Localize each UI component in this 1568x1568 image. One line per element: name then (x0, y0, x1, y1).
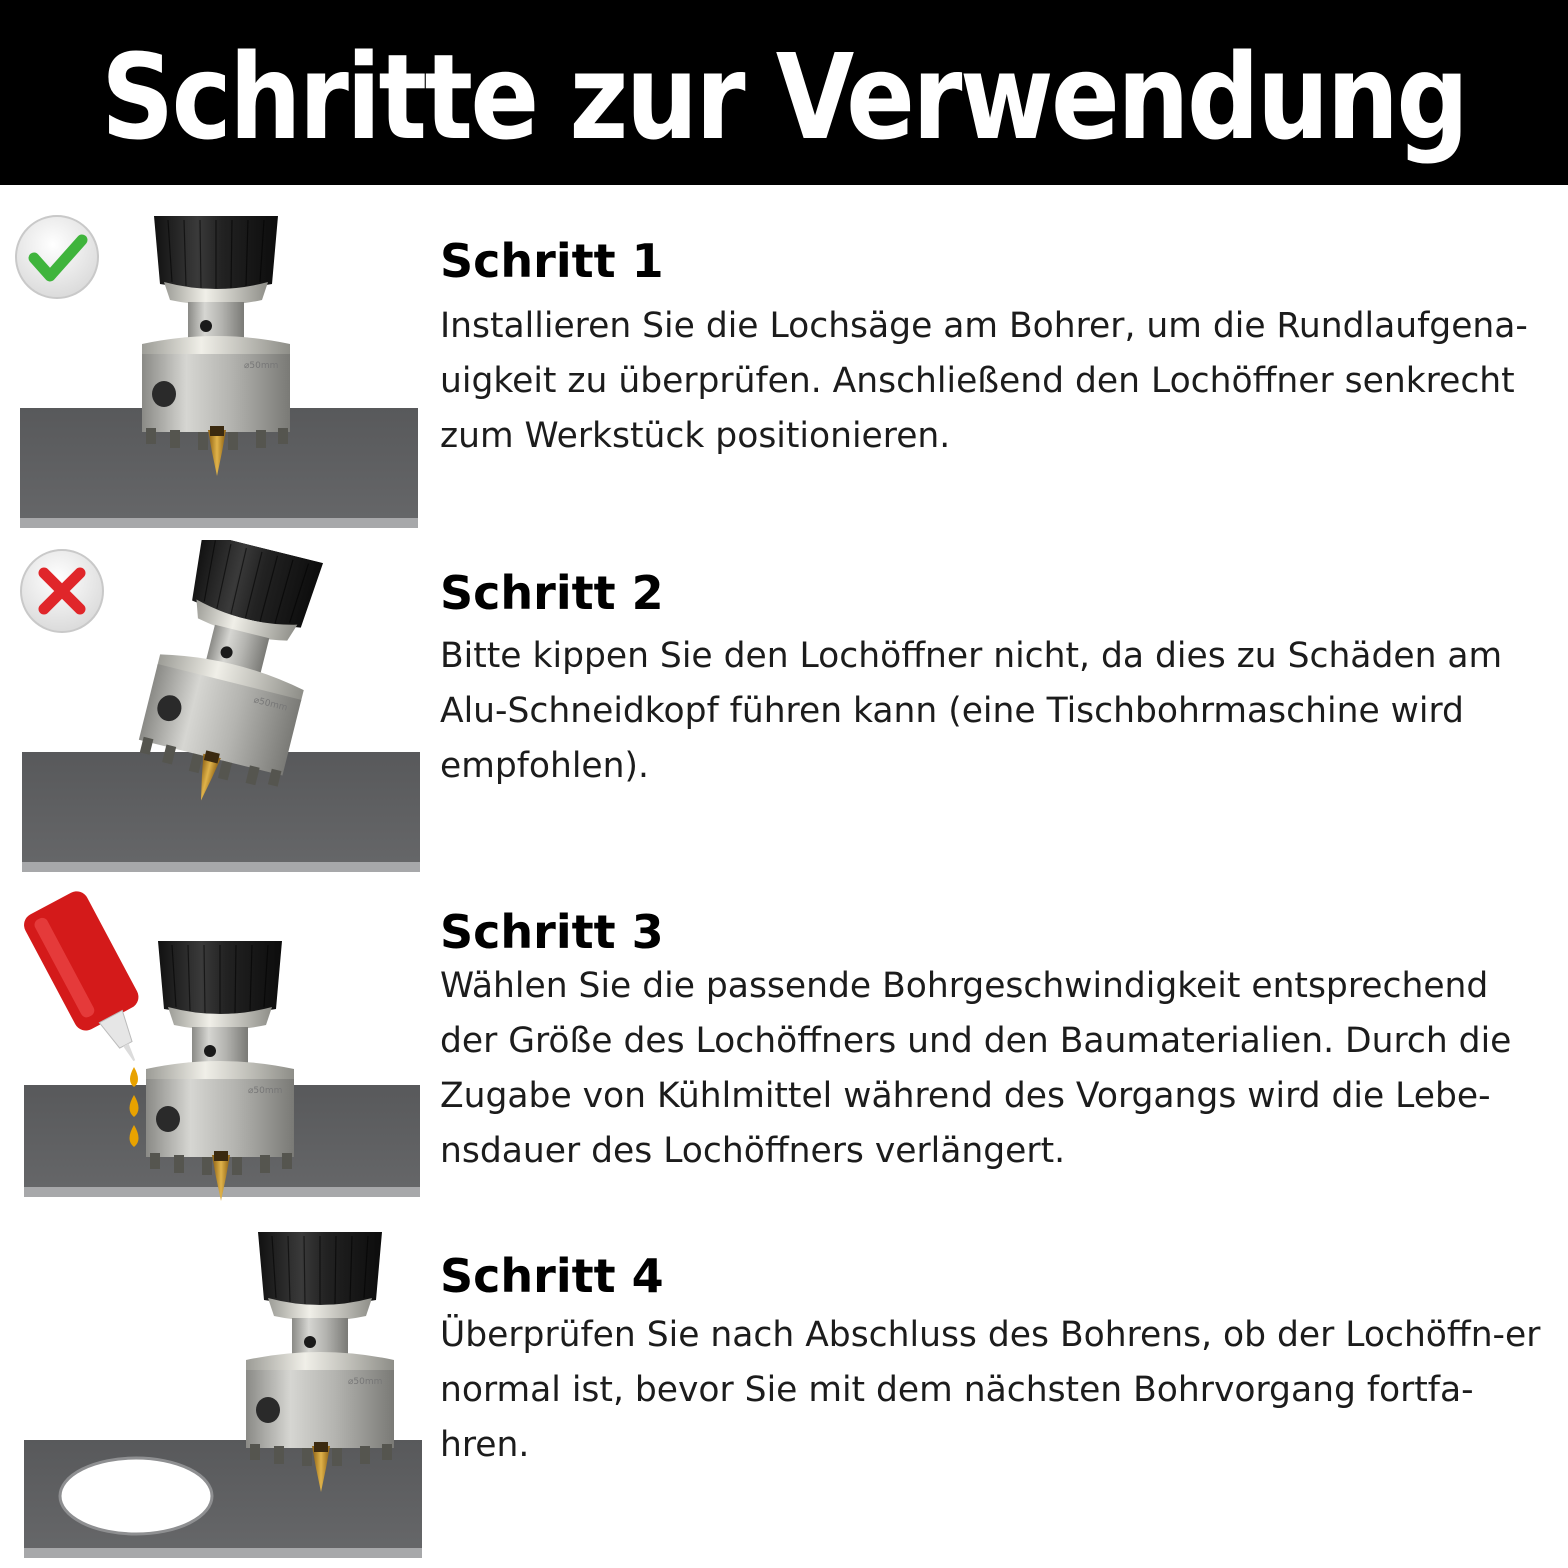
step-1-illustration (0, 190, 430, 535)
step-2-illustration (0, 540, 430, 880)
step-1-title: Schritt 1 (440, 234, 664, 288)
header-banner (0, 0, 1568, 185)
drilled-hole-icon (60, 1458, 212, 1534)
step-2-title: Schritt 2 (440, 566, 664, 620)
step-4-illustration (0, 1228, 430, 1568)
cross-icon (21, 550, 103, 632)
step-1 (0, 190, 1568, 535)
step-2 (0, 540, 1568, 880)
step-1-text: Installieren Sie die Lochsäge am Bohrer, um die Rundlaufgena-uigkeit zu überprüfen. Anschließend den Lochöffner senkrecht zum Werkstück positionieren. (440, 306, 1528, 456)
step-4-title: Schritt 4 (440, 1249, 664, 1303)
step-3 (0, 885, 1568, 1215)
step-4 (0, 1228, 1568, 1568)
page-title: Schritte zur Verwendung (101, 27, 1467, 166)
check-icon (16, 216, 98, 298)
step-4-text: Überprüfen Sie nach Abschluss des Bohrens, ob der Lochöffn-er normal ist, bevor Sie mit dem nächsten Bohrvorgang fortfa-hren. (440, 1315, 1541, 1465)
step-2-text: Bitte kippen Sie den Lochöffner nicht, da dies zu Schäden am Alu-Schneidkopf führen kann (eine Tischbohrmaschine wird empfohlen). (440, 636, 1503, 786)
step-3-text: Wählen Sie die passende Bohrgeschwindigkeit entsprechend der Größe des Lochöffners und den Baumaterialien. Durch die Zugabe von Kühlmittel während des Vorgangs wird die Lebe-nsdauer des Lochöffners verlängert. (440, 966, 1512, 1171)
step-3-illustration (0, 885, 430, 1215)
step-3-title: Schritt 3 (440, 905, 664, 959)
